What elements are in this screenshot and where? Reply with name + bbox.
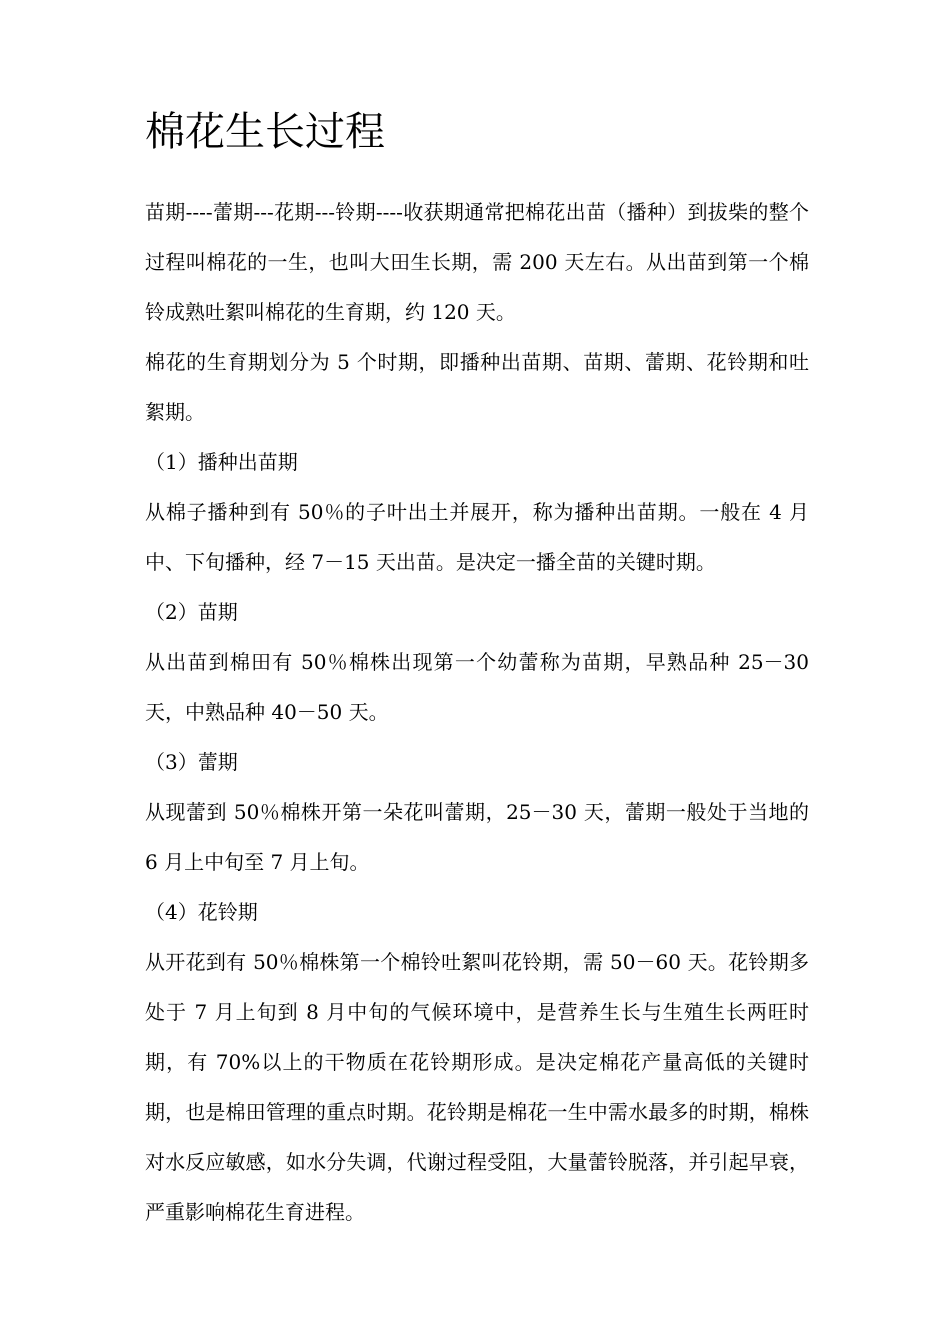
section-text-seedling: 从出苗到棉田有 50％棉株出现第一个幼蕾称为苗期，早熟品种 25－30 天，中熟品种 40－50 天。: [145, 650, 809, 724]
section-heading-bud: （3）蕾期: [145, 750, 238, 774]
section-text-bud: 从现蕾到 50％棉株开第一朵花叫蕾期，25－30 天，蕾期一般处于当地的 6 月上中旬至 7 月上旬。: [145, 800, 809, 874]
section-text-sowing: 从棉子播种到有 50％的子叶出土并展开，称为播种出苗期。一般在 4 月中、下旬播种，经 7－15 天出苗。是决定一播全苗的关键时期。: [145, 500, 809, 574]
section-heading-flower-boll: （4）花铃期: [145, 900, 258, 924]
section-heading-sowing: （1）播种出苗期: [145, 450, 298, 474]
division-paragraph: 棉花的生育期划分为 5 个时期，即播种出苗期、苗期、蕾期、花铃期和吐絮期。: [145, 350, 809, 424]
section-text-flower-boll: 从开花到有 50％棉株第一个棉铃吐絮叫花铃期，需 50－60 天。花铃期多处于 7 月上旬到 8 月中旬的气候环境中，是营养生长与生殖生长两旺时期，有 70%以上的干物质在花铃期形成。是决定棉花产量高低的关键时期，也是棉田管理的重点时期。花铃期是棉花一生中需水最多的时期，棉株对水反应敏感，如水分失调，代谢过程受阻，大量蕾铃脱落，并引起早衰，严重影响棉花生育进程。: [145, 950, 809, 1224]
document-title: 棉花生长过程: [145, 109, 385, 155]
document-body: [145, 187, 809, 1237]
section-heading-seedling: （2）苗期: [145, 600, 238, 624]
intro-paragraph: 苗期----蕾期---花期---铃期----收获期通常把棉花出苗（播种）到拔柴的整个过程叫棉花的一生，也叫大田生长期，需 200 天左右。从出苗到第一个棉铃成熟吐絮叫棉花的生育期，约 120 天。: [145, 200, 809, 324]
